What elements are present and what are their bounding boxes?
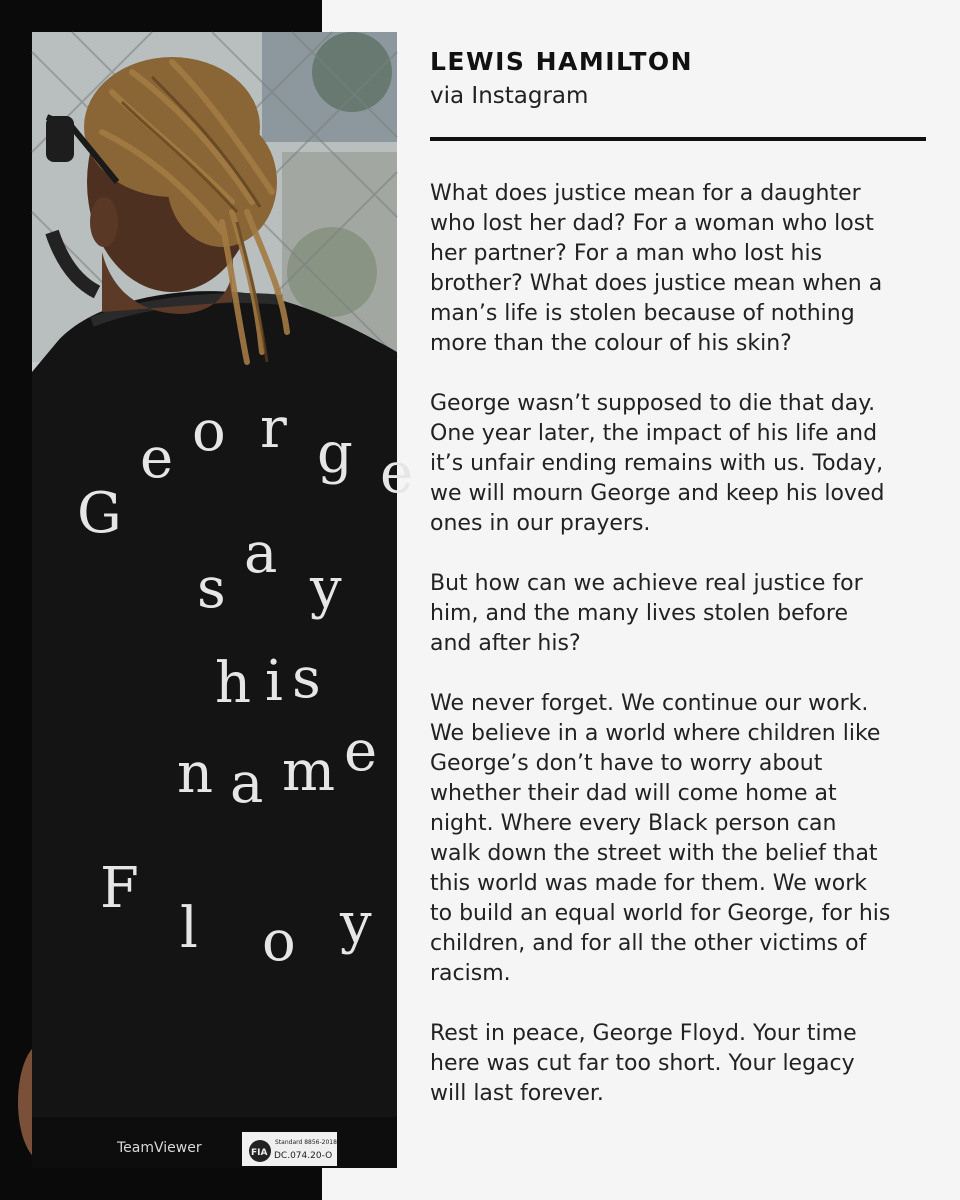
photo-hamilton-shirt xyxy=(32,32,414,1168)
shirt-letter: s xyxy=(292,646,321,711)
shirt-letter: e xyxy=(140,426,174,491)
shirt-letter: n xyxy=(177,741,214,806)
shirt-letter: m xyxy=(282,739,336,804)
statement-paragraph: George wasn’t supposed to die that day. One year later, the impact of his life and it’s unfair ending remains with us. Today, we will mourn George and keep his loved ones in our prayers. xyxy=(430,391,885,536)
shirt-letter: F xyxy=(100,856,139,921)
shirt-letter: a xyxy=(244,521,278,586)
fia-label-line1: Standard 8856-2018 xyxy=(275,1139,337,1146)
photo-illustration xyxy=(32,32,414,1168)
shirt-letter: o xyxy=(262,909,296,974)
shirt-letter: s xyxy=(197,556,226,621)
source-label: via Instagram xyxy=(430,83,589,109)
shirt-letter: y xyxy=(340,891,372,956)
fia-label-line2: DC.074.20-O xyxy=(274,1151,333,1161)
statement-body xyxy=(430,179,930,1109)
shirt-letter: G xyxy=(77,481,122,546)
shirt-letter: g xyxy=(317,421,353,486)
statement-paragraph: We never forget. We continue our work. We believe in a world where children like George’s don’t have to worry about whether their dad will come home at night. Where every Black person can walk down the street with the belief that this world was made for them. We work to build an equal world for George, for his children, and for all the other victims of racism. xyxy=(430,691,891,986)
shirt-letter: y xyxy=(310,556,342,621)
statement-column xyxy=(430,44,930,1139)
shirt-letter: e xyxy=(344,719,378,784)
shirt-letter: h xyxy=(215,651,252,716)
author-name: LEWIS HAMILTON xyxy=(430,47,694,76)
statement-paragraph: But how can we achieve real justice for him, and the many lives stolen before and after his? xyxy=(430,571,863,656)
shirt-letter: e xyxy=(380,441,414,506)
shirt-letter: o xyxy=(192,399,226,464)
divider-rule xyxy=(430,137,926,141)
shirt-letter: i xyxy=(265,649,283,714)
statement-paragraph: What does justice mean for a daughter who lost her dad? For a woman who lost her partner? For a man who lost his brother? What does justice mean when a man’s life is stolen because of nothing more than the colour of his skin? xyxy=(430,181,883,356)
teamviewer-logo-text: TeamViewer xyxy=(117,1140,202,1156)
shirt-letter: l xyxy=(180,896,198,961)
shirt-letter: r xyxy=(260,396,287,461)
shirt-letter: a xyxy=(230,751,264,816)
statement-paragraph: Rest in peace, George Floyd. Your time here was cut far too short. Your legacy will last forever. xyxy=(430,1021,857,1106)
fia-logo-text: FIA xyxy=(251,1148,268,1158)
